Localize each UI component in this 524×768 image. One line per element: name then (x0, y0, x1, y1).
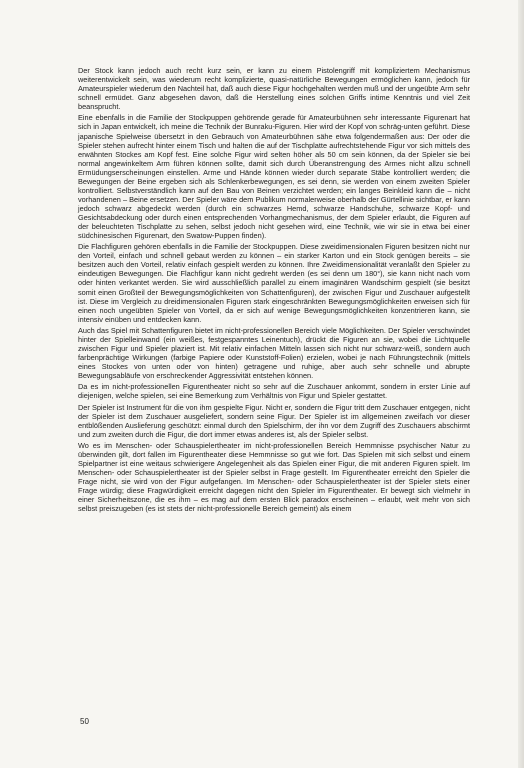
paragraph-7: Wo es im Menschen- oder Schauspielertheater im nicht-professionellen Bereich Hemmnisse psychischer Natur zu überwinden gilt, dort fallen im Figurentheater diese Hemmnisse so gut wie fort. Das Spielen mit sich selbst und einem Spielpartner ist eine weitaus schwierigere Angelegenheit als das Spielen einer Figur, die mit anderen Figuren spielt. Im Menschen- oder Schauspielertheater ist der Spieler selbst in Frage gestellt. Im Figurentheater erreicht den Spieler die Frage nicht, sie wird von der Figur aufgefangen. Im Menschen- oder Schauspielertheater ist der Spieler stets einer Frage würdig; diese Fragwürdigkeit erreicht dagegen nicht den Spieler im Figurentheater. Er bewegt sich vielmehr in einer Sicherheitszone, die es ihm – es mag auf dem ersten Blick paradox erscheinen – erlaubt, weit mehr von sich selbst preiszugeben (es ist stets der nicht-professionelle Bereich gemeint) als einem (78, 441, 470, 514)
paragraph-2: Eine ebenfalls in die Familie der Stockpuppen gehörende gerade für Amateurbühnen sehr interessante Figurenart hat sich in Japan entwickelt, ich meine die Technik der Bunraku-Figuren. Hier wird der Kopf von schräg-unten geführt. Diese japanische Spielweise übersetzt in den Gebrauch von Amateurbühnen sähe etwa folgendermaßen aus: Der oder die Spieler stehen aufrecht hinter einem Tisch und halten die auf der Tischplatte aufrechtstehende Figur vor sich mittels des erwähnten Stockes am Kopf fest. Eine solche Figur wird selten höher als 50 cm sein können, da der Spieler sie bei normal angewinkeltem Arm führen können sollte, damit sich durch Überanstrengung des Armes nicht allzu schnell Ermüdungserscheinungen einstellen. Arme und Hände können wieder durch separate Stäbe kontrolliert werden; die Bewegungen der Beine ergeben sich als Schlenkerbewegungen, es sei denn, sie werden von einem zweiten Spieler kontrolliert. Selbstverständlich kann auf den Bau von Beinen verzichtet werden; ein langes Beinkleid kann die – nicht vorhandenen – Beine ersetzen. Der Spieler wäre dem Publikum normalerweise oberhalb der Gürtellinie sichtbar, er kann jedoch schwarz abgedeckt werden (durch ein schwarzes Hemd, schwarze Handschuhe, schwarze Kopf- und Gesichtsabdeckung oder durch einen entsprechenden Vorhangmechanismus, der dem Spieler erlaubt, die Figuren auf der beleuchteten Tischplatte zu sehen, selbst jedoch nicht gesehen wird, eine Technik, wie wir sie in etwa bei einer südchinesischen Figurenart, den Swatow-Puppen finden). (78, 113, 470, 241)
paragraph-1: Der Stock kann jedoch auch recht kurz sein, er kann zu einem Pistolengriff mit kompliziertem Mechanismus weiterentwickelt sein, was wiederum recht komplizierte, quasi-natürliche Bewegungen ermöglichen kann, jedoch für Amateurspieler wiederum den Nachteil hat, daß auch diese Figur hochgehalten werden muß und der ungeübte Arm sehr schnell ermüdet. Ganz abgesehen davon, daß die Herstellung eines solchen Griffs intime Kenntnis und viel Zeit beansprucht. (78, 66, 470, 112)
paragraph-6: Der Spieler ist Instrument für die von ihm gespielte Figur. Nicht er, sondern die Figur tritt dem Zuschauer entgegen, nicht der Spieler ist dem Zuschauer ausgeliefert, sondern seine Figur. Der Spieler ist im allgemeinen zweifach vor dieser entblößenden Auslieferung geschützt: einmal durch den Spielschirm, der ihn vor dem Zugriff des Zuschauers abschirmt und zum zweiten durch die Figur, die dort immer etwas anderes ist, als der Spieler selbst. (78, 402, 470, 439)
paragraph-3: Die Flachfiguren gehören ebenfalls in die Familie der Stockpuppen. Diese zweidimensionalen Figuren besitzen nicht nur den Vorteil, einfach und schnell gebaut werden zu können – ein starker Karton und ein Stock genügen bereits – sie besitzen auch den Vorteil, relativ einfach gespielt werden zu können. Ihre Zweidimensionalität veranlaßt den Spieler zu eindeutigen Bewegungen. Die Flachfigur kann nicht gedreht werden (es sei denn um 180°), sie kann nicht nach vorn oder hinten verkantet werden. Sie wird ausschließlich parallel zu einem imaginären Wandschirm gespielt (sie besitzt somit einen Großteil der Bewegungsmöglichkeiten von Schattenfiguren), der zwischen Figur und Zuschauer aufgestellt ist. Diese im Vergleich zu dreidimensionalen Figuren stark eingeschränkten Bewegungsmöglichkeiten erweisen sich für einen noch ungeübten Spieler von Vorteil, da er sich auf wenige Bewegungsmöglichkeiten konzentrieren kann, sie intensiv einüben und entdecken kann. (78, 242, 470, 324)
page-number: 50 (80, 717, 89, 726)
paragraph-4: Auch das Spiel mit Schattenfiguren bietet im nicht-professionellen Bereich viele Möglichkeiten. Der Spieler verschwindet hinter der Spielleinwand (ein weißes, festgespanntes Leinentuch), drückt die Figuren an sie, wobei die Lichtquelle zwischen Figur und Spieler plaziert ist. Mit relativ einfachen Mitteln lassen sich nicht nur schwarz-weiß, sondern auch farbenprächtige Wirkungen (farbige Papiere oder Kunststoff-Folien) erzielen, wobei je nach Führungstechnik (mittels eines Stockes von unten oder von hinten) getragene und ruhige, aber auch sehr schnelle und abrupte Bewegungsabläufe von erschreckender Aggressivität entstehen können. (78, 325, 470, 381)
body-text (78, 66, 470, 516)
page-scan-edge (518, 0, 524, 768)
paragraph-5: Da es im nicht-professionellen Figurentheater nicht so sehr auf die Zuschauer ankommt, sondern in erster Linie auf diejenigen, welche spielen, sei eine Bemerkung zum Verhältnis von Figur und Spieler gestattet. (78, 382, 470, 401)
